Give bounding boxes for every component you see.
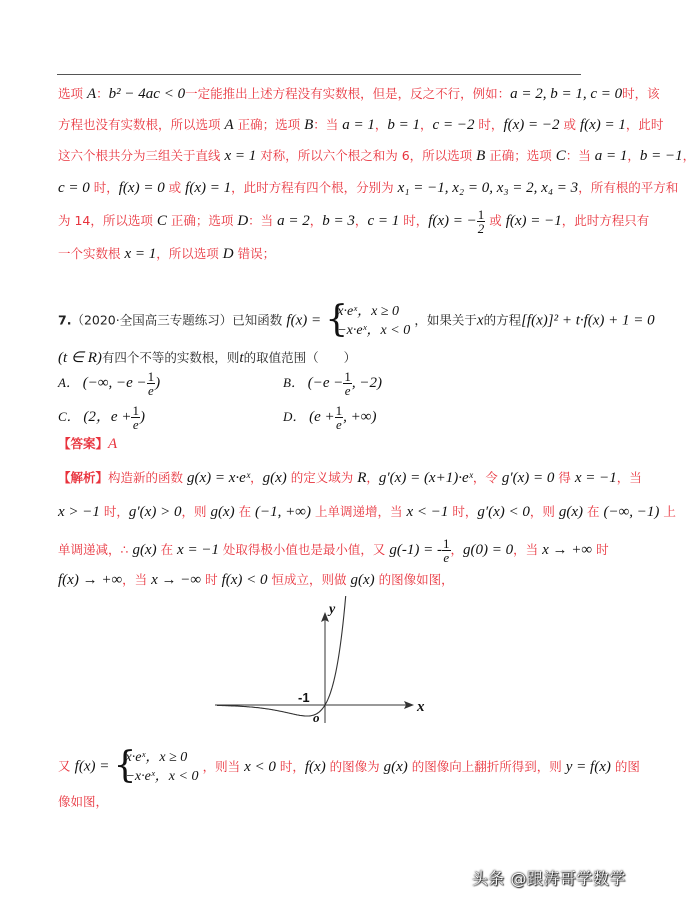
option-math: (2，e +	[79, 409, 132, 425]
math: a = 1	[594, 148, 628, 164]
text: 的图	[610, 758, 640, 774]
option-label: D．	[283, 409, 306, 424]
fraction: $\frac{1}{e}$	[344, 369, 351, 398]
text: ，所有根的平方和	[578, 180, 679, 195]
math: g(x)	[132, 542, 157, 558]
x-axis	[215, 701, 414, 709]
math: B	[476, 148, 486, 164]
text: ，此时方程有四个根，分别为	[231, 180, 398, 195]
math: C	[555, 148, 566, 164]
text: ，当	[122, 572, 152, 587]
text: ，则当	[202, 758, 245, 774]
text: 一个实数根	[58, 246, 125, 261]
math: b = 3	[322, 213, 355, 229]
text: 时，	[89, 180, 119, 195]
g-graph	[210, 595, 430, 735]
option-label: B．	[283, 375, 304, 390]
solution-line	[58, 146, 695, 167]
option-math: (−e −	[303, 375, 344, 391]
text: 一定能推出上述方程没有实数根，但是，反之不行，例如：	[185, 86, 511, 101]
question-number: 7.	[58, 312, 72, 328]
math: f(x) = 1	[185, 180, 232, 196]
text: 时，	[474, 117, 504, 132]
text: ，所以选项	[156, 246, 223, 261]
math: g(0) = 0	[463, 542, 514, 558]
math: c = 0	[58, 180, 90, 196]
math: c = −2	[432, 117, 475, 133]
piecewise-function	[113, 745, 199, 786]
text: ：	[96, 86, 109, 101]
math: f(x) = 0	[118, 180, 165, 196]
math: (t ∈ R)	[58, 350, 102, 366]
text: 正确；选项	[166, 213, 238, 228]
option-math: , −2)	[351, 375, 382, 391]
g-curve	[217, 596, 346, 716]
text: 选项	[58, 86, 87, 101]
text: 在	[583, 504, 604, 519]
math: x → −∞	[151, 572, 202, 588]
analysis-line	[58, 570, 618, 591]
math: b = −1	[639, 148, 683, 164]
solution-line	[58, 207, 650, 236]
text: ，	[309, 213, 323, 228]
text: ，则	[529, 504, 559, 519]
text: 上	[659, 504, 676, 519]
math: f(x) = −1	[505, 213, 562, 229]
option-c[interactable]	[58, 404, 145, 431]
math: x < −1	[406, 504, 449, 520]
fraction: $\frac{1}{e}$	[147, 369, 155, 398]
equation: [f(x)]² + t·f(x) + 1 = 0	[521, 312, 655, 329]
piece-top: x·eˣ，x ≥ 0	[337, 304, 400, 319]
math: A	[86, 86, 97, 102]
option-d[interactable]	[283, 404, 376, 431]
followup-line	[58, 792, 618, 813]
math: a = 2, b = 1, c = 0	[510, 86, 623, 102]
option-b[interactable]	[283, 370, 382, 397]
option-math: (e +	[305, 409, 335, 425]
text: ，此时方程只有	[561, 213, 650, 228]
question-line-2	[58, 348, 618, 369]
header-rule	[57, 74, 581, 75]
text: 时	[592, 542, 609, 557]
text: 对称，所以六个根之和为 6，所以选项	[256, 148, 477, 163]
math: f(x) = −2	[503, 117, 560, 133]
text: 恒成立，则做	[267, 572, 351, 587]
math: a = 2	[277, 213, 310, 229]
text: ：当	[313, 117, 343, 132]
math: (−1, +∞)	[255, 504, 311, 520]
followup-text: 又	[58, 758, 71, 774]
math: A	[224, 117, 234, 133]
text: ，	[627, 148, 640, 163]
text: 方程也没有实数根，所以选项	[58, 117, 225, 132]
text: 的图像如图，	[374, 572, 454, 587]
math: x < 0	[244, 758, 276, 775]
math: b² − 4ac < 0	[108, 86, 186, 102]
math: g(x)	[350, 572, 375, 588]
analysis-line	[58, 537, 618, 564]
option-label: C．	[58, 409, 80, 424]
text: 时，	[448, 504, 478, 519]
math: D	[237, 213, 249, 229]
y-axis	[321, 612, 329, 723]
followup-text: 像如图，	[58, 794, 109, 809]
text: ，当	[513, 542, 543, 557]
math: f(x) = 1	[579, 117, 626, 133]
math: y = f(x)	[565, 758, 611, 775]
followup-line	[58, 745, 640, 786]
text: 时，	[399, 213, 429, 228]
math: f(x) → +∞	[58, 572, 123, 588]
analysis-tag: 【解析】	[58, 470, 109, 485]
option-a[interactable]	[58, 370, 160, 397]
text: 得	[554, 470, 575, 485]
brace-icon: {	[325, 299, 349, 340]
text: 或	[485, 213, 506, 228]
text: ，	[366, 470, 379, 485]
text: ，	[450, 542, 464, 557]
piecewise-function	[325, 299, 411, 340]
text: ，则	[181, 504, 211, 519]
text: 构造新的函数	[108, 470, 187, 485]
math: f(x)	[304, 758, 326, 775]
solution-line	[58, 115, 664, 136]
math: B	[304, 117, 314, 133]
question-text: 的方程	[483, 312, 522, 328]
fraction: $\frac{1}{e}$	[132, 403, 139, 432]
math: x → +∞	[542, 542, 593, 558]
math: g′(x) = (x+1)·eˣ	[378, 470, 473, 486]
math: C	[156, 213, 167, 229]
text: 的图像向上翻折所得到，则	[407, 758, 566, 774]
option-label: A．	[58, 375, 79, 390]
text: 或	[164, 180, 186, 195]
math: x = 1	[124, 246, 157, 262]
math: f(x) < 0	[221, 572, 268, 588]
brace-icon: {	[113, 745, 137, 786]
tick-label: -1	[298, 690, 310, 705]
analysis-line	[58, 502, 676, 523]
fraction: $\frac{1}{2}$	[477, 207, 485, 236]
math: g′(x) > 0	[128, 504, 182, 520]
math: g(x)	[558, 504, 584, 520]
text: 为 14，所以选项	[58, 213, 157, 228]
math: D	[222, 246, 234, 262]
math: x₁ = −1, x₂ = 0, x₃ = 2, x₄ = 3	[397, 180, 579, 196]
text: ：当	[565, 148, 595, 163]
math: g(x)	[262, 470, 287, 486]
text: ，当	[616, 470, 642, 485]
text: 时，	[275, 758, 305, 774]
math: x = −1	[574, 470, 617, 486]
text: ，	[250, 470, 263, 485]
math: b = 1	[387, 117, 421, 133]
text: 错误；	[233, 246, 276, 261]
option-math: , +∞)	[343, 409, 377, 425]
fraction: $\frac{1}{e}$	[335, 403, 343, 432]
solution-line	[58, 244, 618, 265]
text: 正确；选项	[485, 148, 556, 163]
answer-line	[58, 434, 618, 455]
text: ，	[420, 117, 433, 132]
text: 在	[156, 542, 178, 557]
answer-tag: 【答案】	[58, 436, 109, 451]
math: g′(x) < 0	[477, 504, 530, 520]
analysis-line	[58, 468, 642, 489]
math: g(-1) = -	[389, 542, 443, 558]
math: x = 1	[224, 148, 257, 164]
answer-value: A	[108, 436, 118, 452]
math: g′(x) = 0	[501, 470, 555, 486]
origin-label: o	[313, 710, 320, 725]
text: 或	[559, 117, 580, 132]
question-text: 有四个不等的实数根，则	[101, 350, 240, 365]
math: R	[357, 470, 367, 486]
text: 的图像为	[325, 758, 384, 774]
fraction: $\frac{1}{e}$	[443, 536, 450, 565]
math: c = 1	[367, 213, 400, 229]
math: x	[476, 312, 484, 329]
text: 这六个根共分为三组关于直线	[58, 148, 225, 163]
math: f(x) = −	[428, 213, 477, 229]
text: ，	[374, 117, 388, 132]
y-axis-label: y	[329, 602, 336, 617]
math: (−∞, −1)	[603, 504, 660, 520]
question-source: （2020·全国高三专题练习）	[71, 312, 233, 328]
math: x = −1	[177, 542, 219, 558]
text: 时	[201, 572, 222, 587]
piece-bottom: −x·eˣ，x < 0	[337, 323, 411, 338]
option-math: (−∞, −e −	[78, 375, 147, 391]
text: ，此时	[625, 117, 664, 132]
text: ，	[354, 213, 368, 228]
question-text: ，如果关于	[414, 312, 477, 328]
question-stem	[58, 299, 655, 340]
function-label: f(x) =	[286, 312, 322, 329]
watermark: 头条 @跟涛哥学数学	[471, 869, 626, 888]
math: g(x) = x·eˣ	[187, 470, 251, 486]
piece-bottom: −x·eˣ，x < 0	[125, 769, 199, 784]
text: 处取得极小值也是最小值，又	[218, 542, 390, 557]
math: g(x)	[383, 758, 408, 775]
math: g(x)	[210, 504, 235, 520]
math: t	[239, 350, 244, 366]
text: 时，该	[622, 86, 660, 101]
option-math: )	[155, 375, 161, 391]
question-text: 已知函数	[232, 312, 283, 328]
math: x > −1	[58, 504, 100, 520]
text: 单调递减，∴	[58, 542, 133, 557]
text: ，令	[472, 470, 502, 485]
solution-line	[58, 178, 679, 199]
function-label: f(x) =	[74, 758, 110, 775]
math: a = 1	[342, 117, 375, 133]
text: 在	[234, 504, 256, 519]
question-text: 的取值范围（ ）	[243, 350, 357, 365]
text: ，	[682, 148, 695, 163]
option-math: )	[139, 409, 145, 425]
text: ：当	[248, 213, 278, 228]
text: 时，	[99, 504, 129, 519]
piece-top: x·eˣ，x ≥ 0	[125, 750, 188, 765]
text: 的定义域为	[286, 470, 358, 485]
text: 正确；选项	[233, 117, 305, 132]
solution-line	[58, 84, 660, 105]
x-axis-label: x	[417, 699, 425, 715]
text: 上单调递增，当	[310, 504, 407, 519]
